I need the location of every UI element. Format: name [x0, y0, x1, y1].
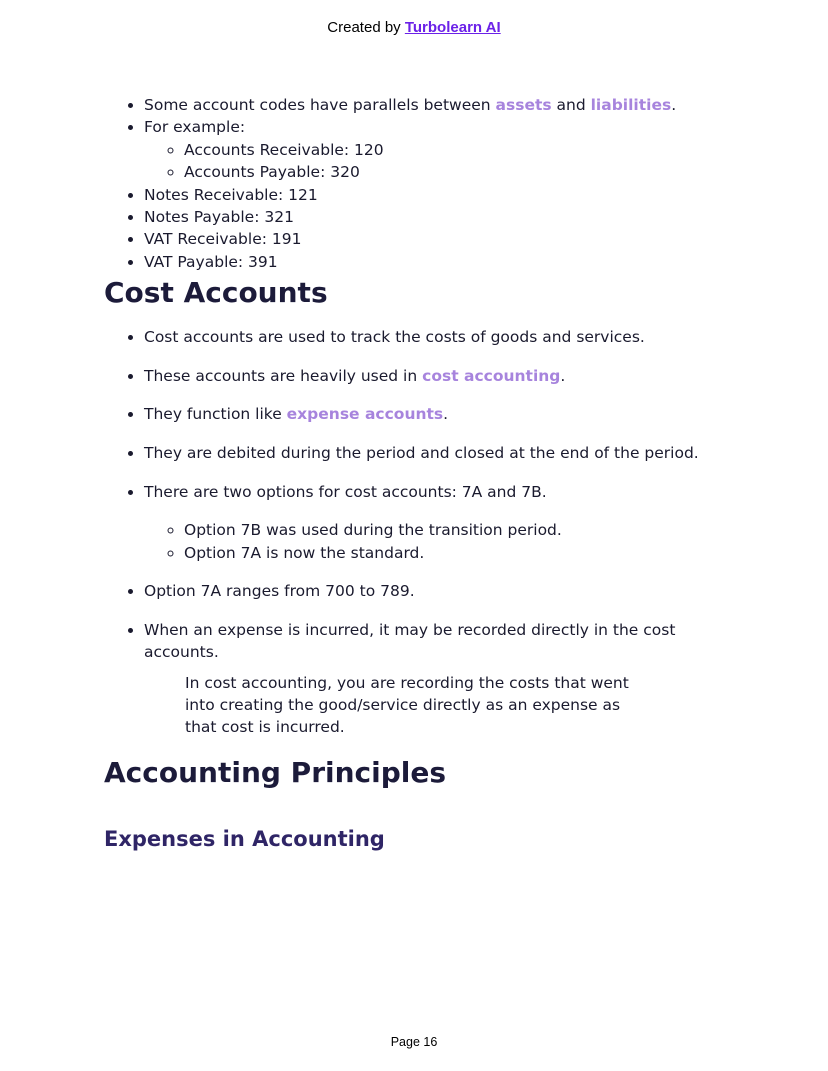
list-item: ◦ Option 7B was used during the transition period.	[184, 519, 744, 541]
header-prefix: Created by	[327, 19, 405, 36]
list-item: ◦ Option 7A is now the standard.	[184, 542, 744, 564]
turbolearn-link[interactable]: Turbolearn AI	[404, 19, 501, 36]
page-header	[0, 19, 828, 36]
cost-accounts-heading: Cost Accounts	[104, 276, 328, 310]
list-item: • Some account codes have parallels between assets and liabilities.	[144, 94, 744, 116]
list-item: • When an expense is incurred, it may be recorded directly in the cost accounts.	[144, 619, 744, 664]
document-body	[104, 94, 744, 852]
expense-accounts-link[interactable]: expense accounts	[286, 405, 444, 424]
list-item: • Cost accounts are used to track the costs of goods and services.	[144, 326, 744, 348]
list-item: • VAT Payable: 391	[144, 251, 744, 273]
options-wrapper	[144, 519, 744, 564]
list-item: • They function like expense accounts.	[144, 403, 744, 425]
cost-accounting-link[interactable]: cost accounting	[422, 366, 561, 385]
example-sublist	[144, 139, 744, 184]
account-parallels-list	[104, 94, 744, 273]
list-item: • These accounts are heavily used in cost accounting.	[144, 365, 744, 387]
list-item: • Notes Payable: 321	[144, 206, 744, 228]
liabilities-link[interactable]: liabilities	[590, 96, 672, 114]
cost-accounts-list	[104, 326, 744, 663]
expenses-in-accounting-heading: Expenses in Accounting	[104, 826, 385, 851]
list-item: • There are two options for cost accounts: 7A and 7B.	[144, 481, 744, 503]
cost-accounting-note: In cost accounting, you are recording the costs that went into creating the good/service directly as an expense as that cost is incurred.	[185, 673, 629, 737]
list-item: • They are debited during the period and closed at the end of the period.	[144, 442, 744, 464]
list-item: ◦ Accounts Payable: 320	[184, 161, 744, 183]
list-item: ◦ Accounts Receivable: 120	[184, 139, 744, 161]
options-sublist	[144, 519, 744, 564]
list-item: • For example: ◦ Accounts Receivable: 120 ◦ Accounts Payable: 320	[144, 116, 744, 183]
page-number: Page 16	[390, 1035, 438, 1049]
list-item: • VAT Receivable: 191	[144, 228, 744, 250]
list-item: • Notes Receivable: 121	[144, 184, 744, 206]
list-item: • Option 7A ranges from 700 to 789.	[144, 580, 744, 602]
accounting-principles-heading: Accounting Principles	[104, 755, 447, 789]
assets-link[interactable]: assets	[495, 96, 552, 114]
